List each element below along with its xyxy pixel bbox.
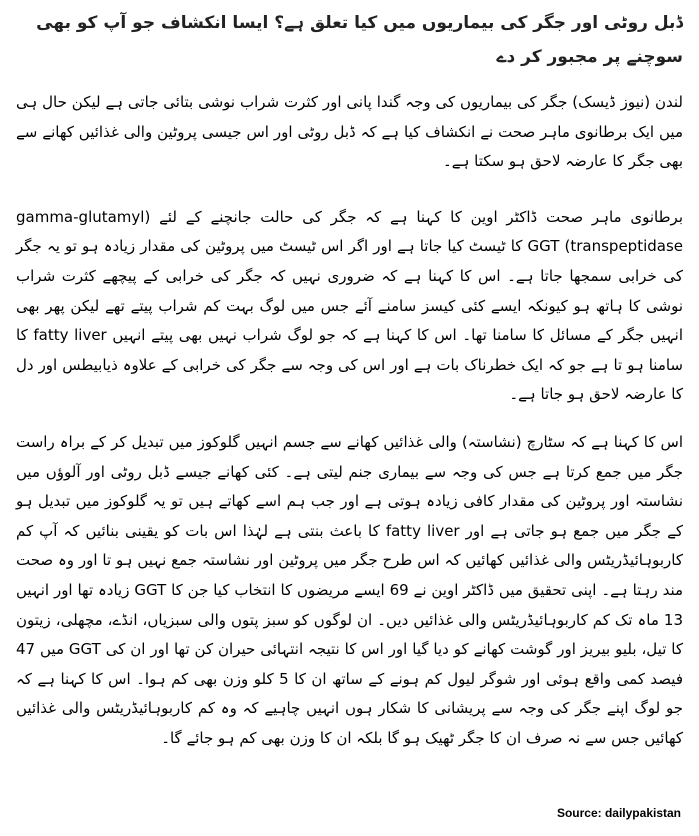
article-paragraph: اس کا کہنا ہے کہ سٹارچ (نشاستہ) والی غذائیں کھانے سے جسم انہیں گلوکوز میں تبدیل کر کے براہ راست جگر میں جمع کرتا ہے جس کی وجہ سے بیماری جنم لیتی ہے۔ کئی کھانے جیسے ڈبل روٹی اور آلوؤں میں نشاستہ اور پروٹین کی مقدار کافی زیادہ ہوتی ہے اور جب ہم اسے کھاتے ہیں تو یہ گلوکوز میں تبدیل ہو کے جگر میں جمع ہو جاتی ہے اور fatty liver کا باعث بنتی ہے لہٰذا اس بات کو یقینی بنائیں کہ آپ کم کاربوہائیڈریٹس والی غذائیں کھائیں کہ اس طرح جگر میں پروٹین اور نشاستہ جمع نہیں ہو تا اور وہ صحت مند رہتا ہے۔ اپنی تحقیق میں ڈاکٹر اوین نے 69 ایسے مریضوں کا انتخاب کیا جن کا GGT زیادہ تھا اور انہیں 13 ماہ تک کم کاربوہائیڈریٹس والی غذائیں دیں۔ ان لوگوں کو سبز پتوں والی سبزیاں، انڈے، مچھلی، زیتون کا تیل، بلیو بیریز اور گوشت کھانے کو دیا گیا اور اس کا نتیجہ انتہائی حیران کن تھا اور ان کی GGT میں 47 فیصد کمی واقع ہوئی اور شوگر لیول کم ہونے کے ساتھ ان کا 5 کلو وزن بھی کم ہوا۔ اس کا کہنا ہے کہ جو لوگ اپنے جگر کی وجہ سے پریشانی کا شکار ہوں انہیں چاہیے کہ وہ کم کاربوہائیڈریٹس والی غذائیں کھائیں جس سے نہ صرف ان کا جگر ٹھیک ہو گا بلکہ ان کا وزن بھی کم ہو جائے گا۔ <box>16 432 684 747</box>
article-paragraph: برطانوی ماہر صحت ڈاکٹر اوین کا کہنا ہے کہ جگر کی حالت جانچنے کے لئے (gamma-glutamyl transpeptidase) GGT کا ٹیسٹ کیا جاتا ہے اور اگر اس ٹیسٹ میں پروٹین کی مقدار زیادہ ہو تو یہ جگر کی خرابی سمجھا جاتا ہے۔ اس کا کہنا ہے کہ ضروری نہیں کہ جگر کی خرابی کے پیچھے کثرت شراب نوشی کا ہاتھ ہو کیونکہ ایسے کئی کیسز سامنے آئے جس میں لوگ بہت کم شراب پیتے تھے لیکن پھر بھی انہیں جگر کے مسائل کا سامنا تھا۔ اس کا کہنا ہے کہ جو لوگ شراب نہیں بھی پیتے انہیں fatty liver کا سامنا ہو تا ہے جو کہ ایک خطرناک بات ہے اور اس کی وجہ سے جگر کی خرابی کے علاوہ ذیابیطس اور دل کا عارضہ لاحق ہو جاتا ہے۔ <box>16 207 683 404</box>
article-title: ڈبل روٹی اور جگر کی بیماریوں میں کیا تعلق ہے؟ ایسا انکشاف جو آپ کو بھی سوچنے پر مجبور کر دے <box>36 13 683 67</box>
source-credit: Source: dailypakistan <box>556 806 681 820</box>
article-paragraph: لندن (نیوز ڈیسک) جگر کی بیماریوں کی وجہ گندا پانی اور کثرت شراب نوشی بتائی جاتی ہے لیکن حال ہی میں ایک برطانوی ماہر صحت نے انکشاف کیا ہے کہ ڈبل روٹی اور اس جیسی پروٹین والی غذائیں کھانے سے بھی جگر کا عارضہ لاحق ہو سکتا ہے۔ <box>16 93 683 171</box>
